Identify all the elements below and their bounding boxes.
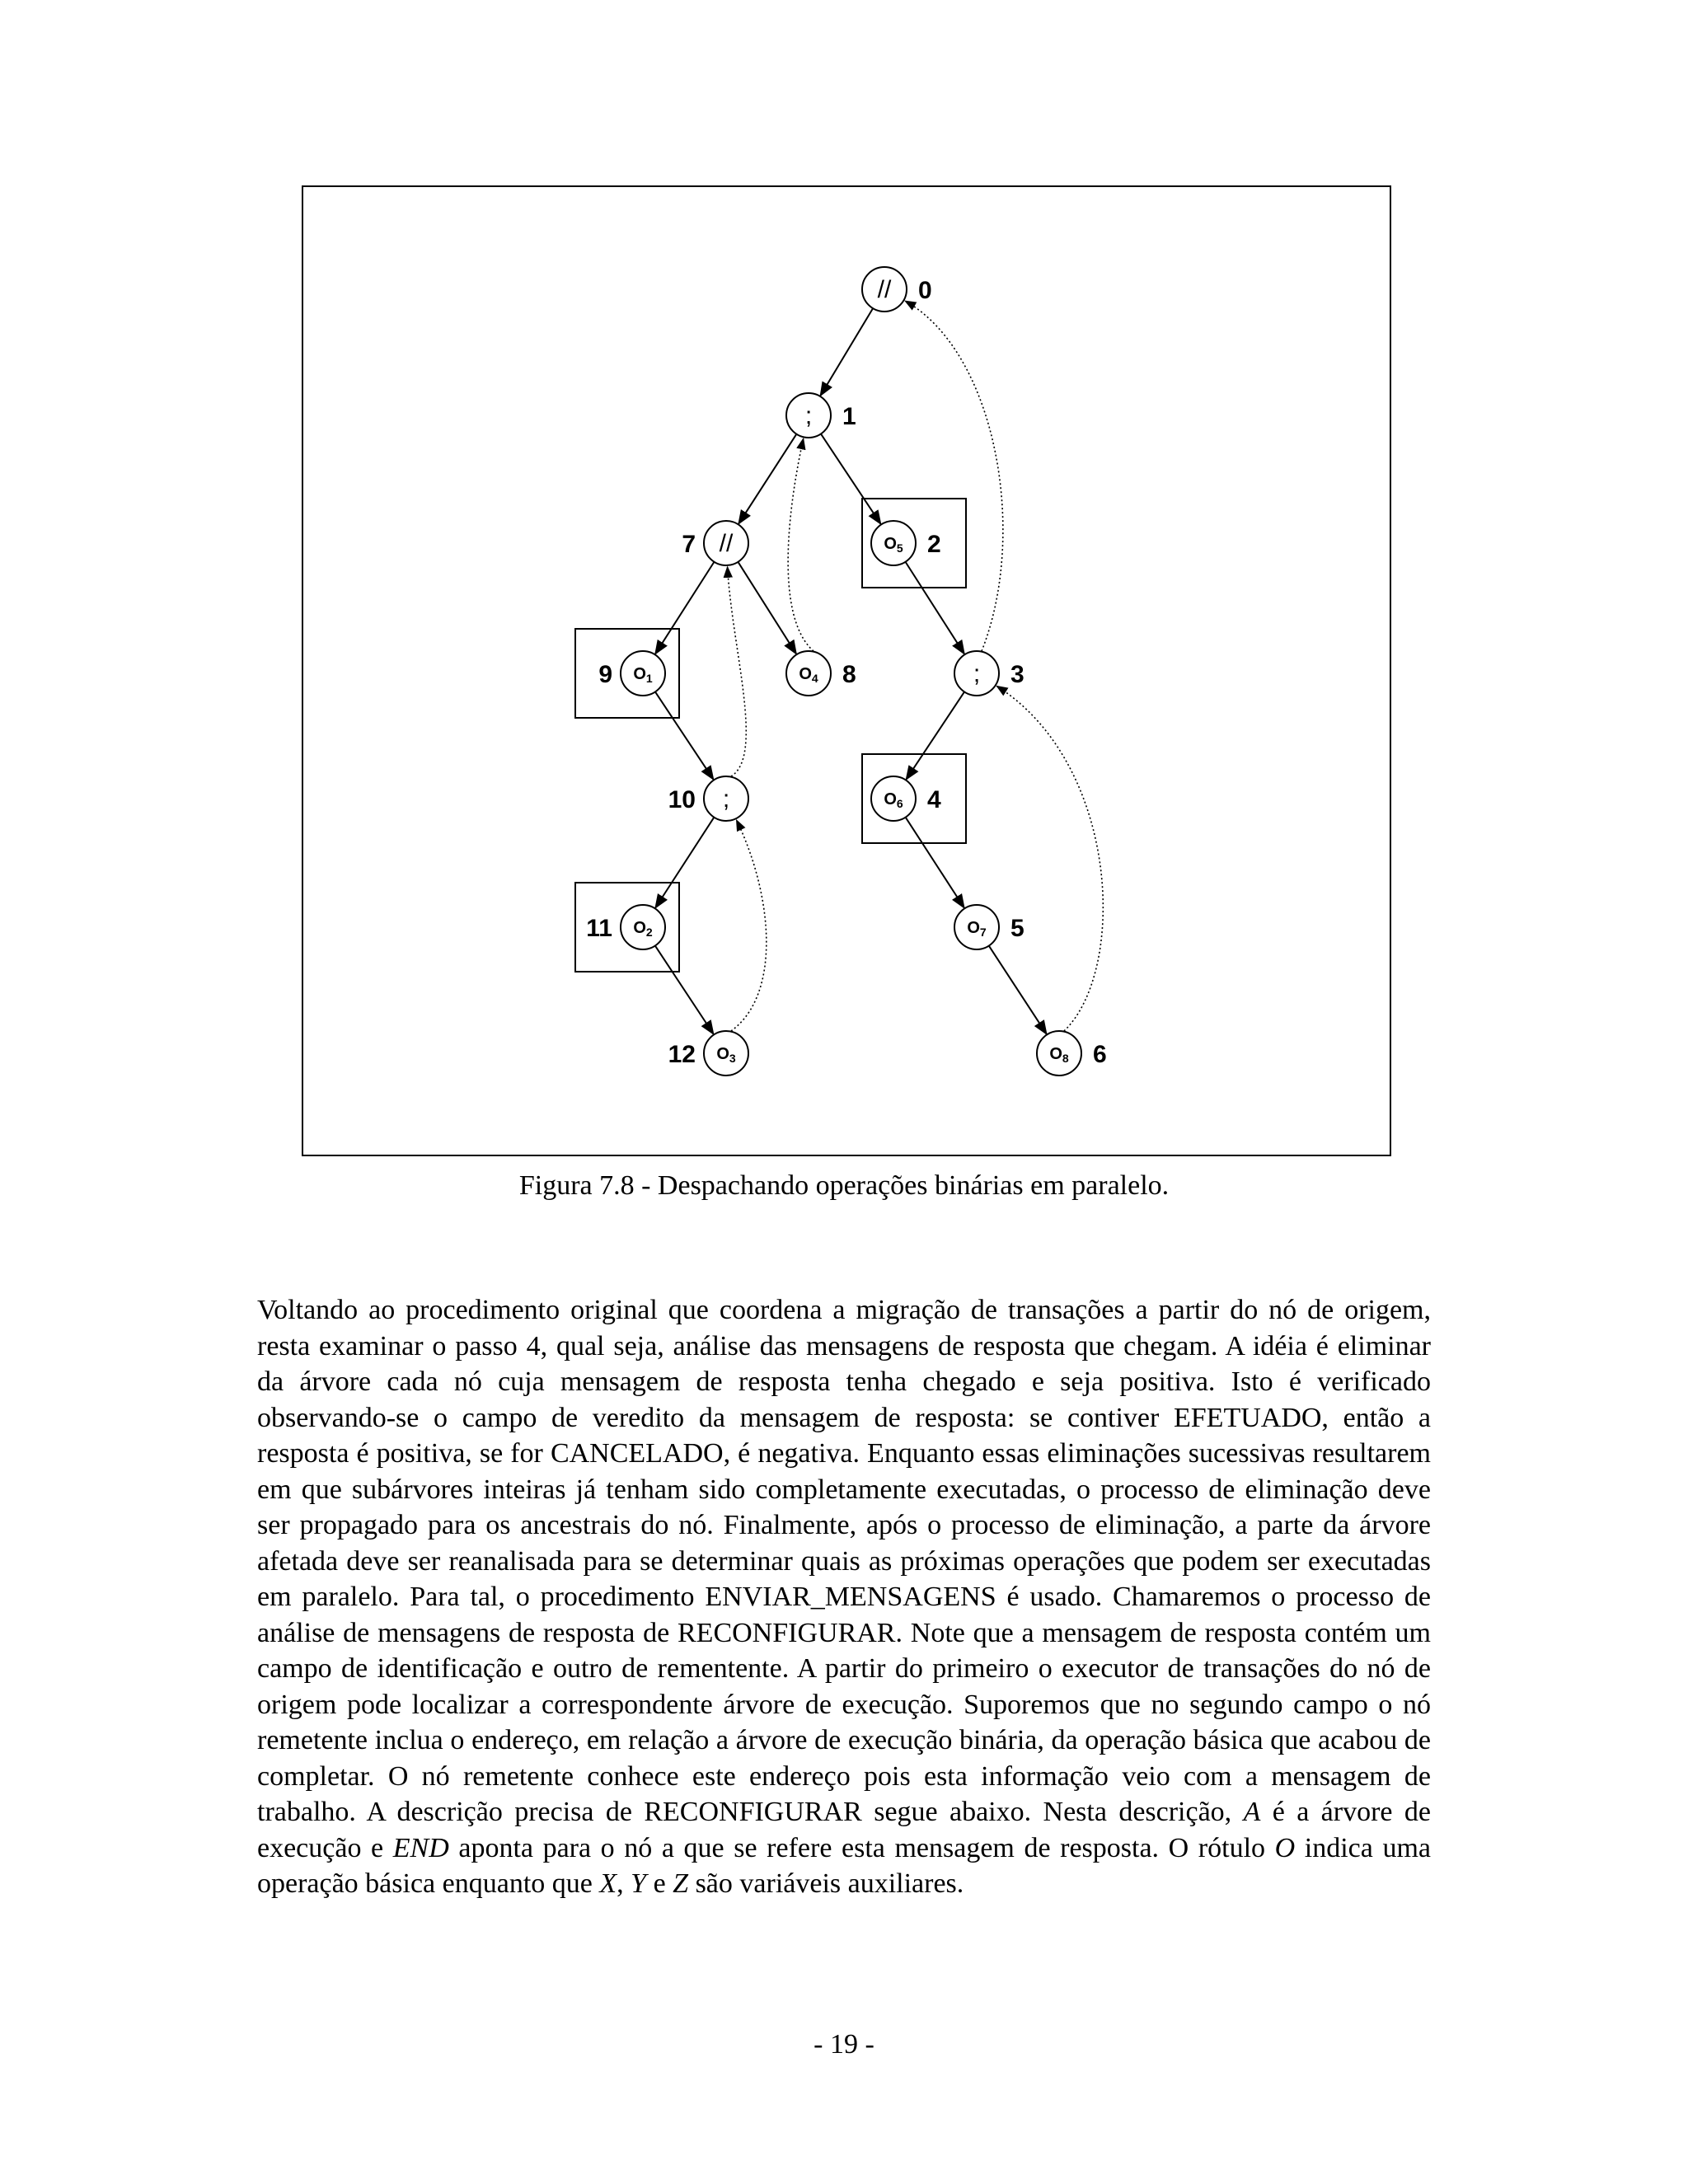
node-symbol: $O_6$ bbox=[884, 790, 903, 810]
tree-edge bbox=[820, 308, 873, 396]
var-a: A bbox=[1243, 1797, 1261, 1827]
tree-node-1 bbox=[786, 393, 856, 438]
node-symbol: ; bbox=[722, 785, 730, 813]
body-text-1: Voltando ao procedimento original que coordena a migração de transações a partir do nó de origem, resta examinar o passo 4, qual seja, análise das mensagens de resposta que chegam. A idéia é eliminar da árvore cada nó cuja mensagem de resposta tenha chegado e seja positiva. Isto é verificado observando-se o campo de veredito da mensagem de resposta: se contiver EFETUADO, então a resposta é positiva, se for CANCELADO, é negativa. Enquanto essas eliminações sucessivas resultarem em que subárvores inteiras já tenham sido completamente executadas, o processo de eliminação deve ser propagado para os ancestrais do nó. Finalmente, após o processo de eliminação, a parte da árvore afetada deve ser reanalisada para se determinar quais as próximas operações que podem ser executadas em paralelo. Para tal, o procedimento ENVIAR_MENSAGENS é usado. Chamaremos o processo de análise de mensagens de resposta de RECONFIGURAR. Note que a mensagem de resposta contém um campo de identificação e outro de rementente. A partir do primeiro o executor de transações do nó de origem pode localizar a correspondente árvore de execução. Suporemos que no segundo campo o nó remetente inclua o endereço, em relação a árvore de execução binária, da operação básica que acabou de completar. O nó remetente conhece este endereço pois esta informação veio com a mensagem de trabalho. A descrição precisa de RECONFIGURAR segue abaixo. Nesta descrição, bbox=[257, 1295, 1431, 1827]
node-number-label: 11 bbox=[586, 915, 612, 942]
tree-node-4 bbox=[871, 776, 941, 821]
return-path-dotted bbox=[905, 301, 1003, 651]
body-text-7: são variáveis auxiliares. bbox=[688, 1868, 964, 1899]
tree-edge bbox=[655, 818, 714, 908]
tree-node-3 bbox=[954, 651, 1025, 696]
tree-node-2 bbox=[871, 521, 941, 565]
return-path-dotted bbox=[731, 820, 767, 1031]
var-z: Z bbox=[673, 1868, 689, 1899]
tree-edge bbox=[738, 434, 796, 524]
body-text-2: é a árvore de execução e bbox=[257, 1797, 1431, 1863]
tree-node-9 bbox=[598, 651, 665, 696]
node-symbol: // bbox=[719, 530, 734, 557]
node-symbol: ; bbox=[973, 660, 981, 687]
tree-node-7 bbox=[682, 521, 748, 565]
figure-caption: Figura 7.8 - Despachando operações binárias em paralelo. bbox=[518, 1170, 1170, 1201]
node-symbol: $O_4$ bbox=[799, 665, 818, 685]
node-number-label: 7 bbox=[682, 531, 696, 558]
figure-frame bbox=[302, 185, 1391, 1156]
body-paragraph bbox=[257, 1292, 1431, 1902]
tree-node-10 bbox=[668, 776, 748, 821]
node-symbol: $O_3$ bbox=[716, 1045, 736, 1065]
node-number-label: 2 bbox=[927, 531, 941, 558]
node-number-label: 8 bbox=[842, 661, 856, 688]
tree-edge bbox=[655, 691, 714, 779]
tree-edge bbox=[906, 691, 964, 779]
tree-edge bbox=[821, 434, 881, 523]
body-text-3: aponta para o nó a que se refere esta mensagem de resposta. O rótulo bbox=[448, 1832, 1275, 1863]
tree-edge bbox=[906, 818, 964, 908]
node-symbol: $O_2$ bbox=[633, 919, 653, 939]
tree-edge bbox=[655, 562, 714, 654]
body-text-6: e bbox=[646, 1868, 673, 1899]
return-path-dotted bbox=[996, 687, 1103, 1031]
tree-node-0 bbox=[862, 267, 932, 312]
tree-edge bbox=[738, 562, 796, 654]
var-y: Y bbox=[631, 1868, 647, 1899]
node-number-label: 4 bbox=[927, 786, 941, 813]
node-number-label: 1 bbox=[842, 403, 856, 430]
var-o: O bbox=[1274, 1832, 1296, 1863]
var-end: END bbox=[392, 1832, 449, 1863]
tree-node-6 bbox=[1037, 1031, 1107, 1076]
body-text-4: indica uma operação básica enquanto que bbox=[257, 1832, 1431, 1899]
node-number-label: 9 bbox=[598, 661, 612, 688]
node-number-label: 12 bbox=[668, 1041, 696, 1068]
node-symbol: $O_5$ bbox=[884, 535, 903, 555]
node-symbol: $O_1$ bbox=[633, 665, 653, 685]
tree-node-5 bbox=[954, 905, 1025, 949]
node-symbol: $O_8$ bbox=[1049, 1045, 1069, 1065]
page-number: - 19 - bbox=[814, 2029, 874, 2060]
tree-node-12 bbox=[668, 1031, 748, 1076]
node-number-label: 3 bbox=[1010, 661, 1025, 688]
node-number-label: 10 bbox=[668, 786, 696, 813]
node-symbol: ; bbox=[804, 402, 813, 429]
node-symbol: // bbox=[877, 276, 892, 303]
return-path-dotted bbox=[788, 438, 814, 651]
body-text-5: , bbox=[617, 1868, 631, 1899]
tree-edge bbox=[906, 562, 964, 654]
tree-edge bbox=[655, 946, 714, 1034]
tree-edge bbox=[989, 946, 1047, 1034]
return-path-dotted bbox=[728, 567, 747, 776]
node-number-label: 0 bbox=[918, 277, 932, 304]
node-symbol: $O_7$ bbox=[967, 919, 987, 939]
node-number-label: 6 bbox=[1093, 1041, 1107, 1068]
var-x: X bbox=[599, 1868, 617, 1899]
tree-node-11 bbox=[586, 905, 665, 949]
node-number-label: 5 bbox=[1010, 915, 1025, 942]
execution-tree-diagram bbox=[303, 187, 1390, 1155]
tree-node-8 bbox=[786, 651, 856, 696]
